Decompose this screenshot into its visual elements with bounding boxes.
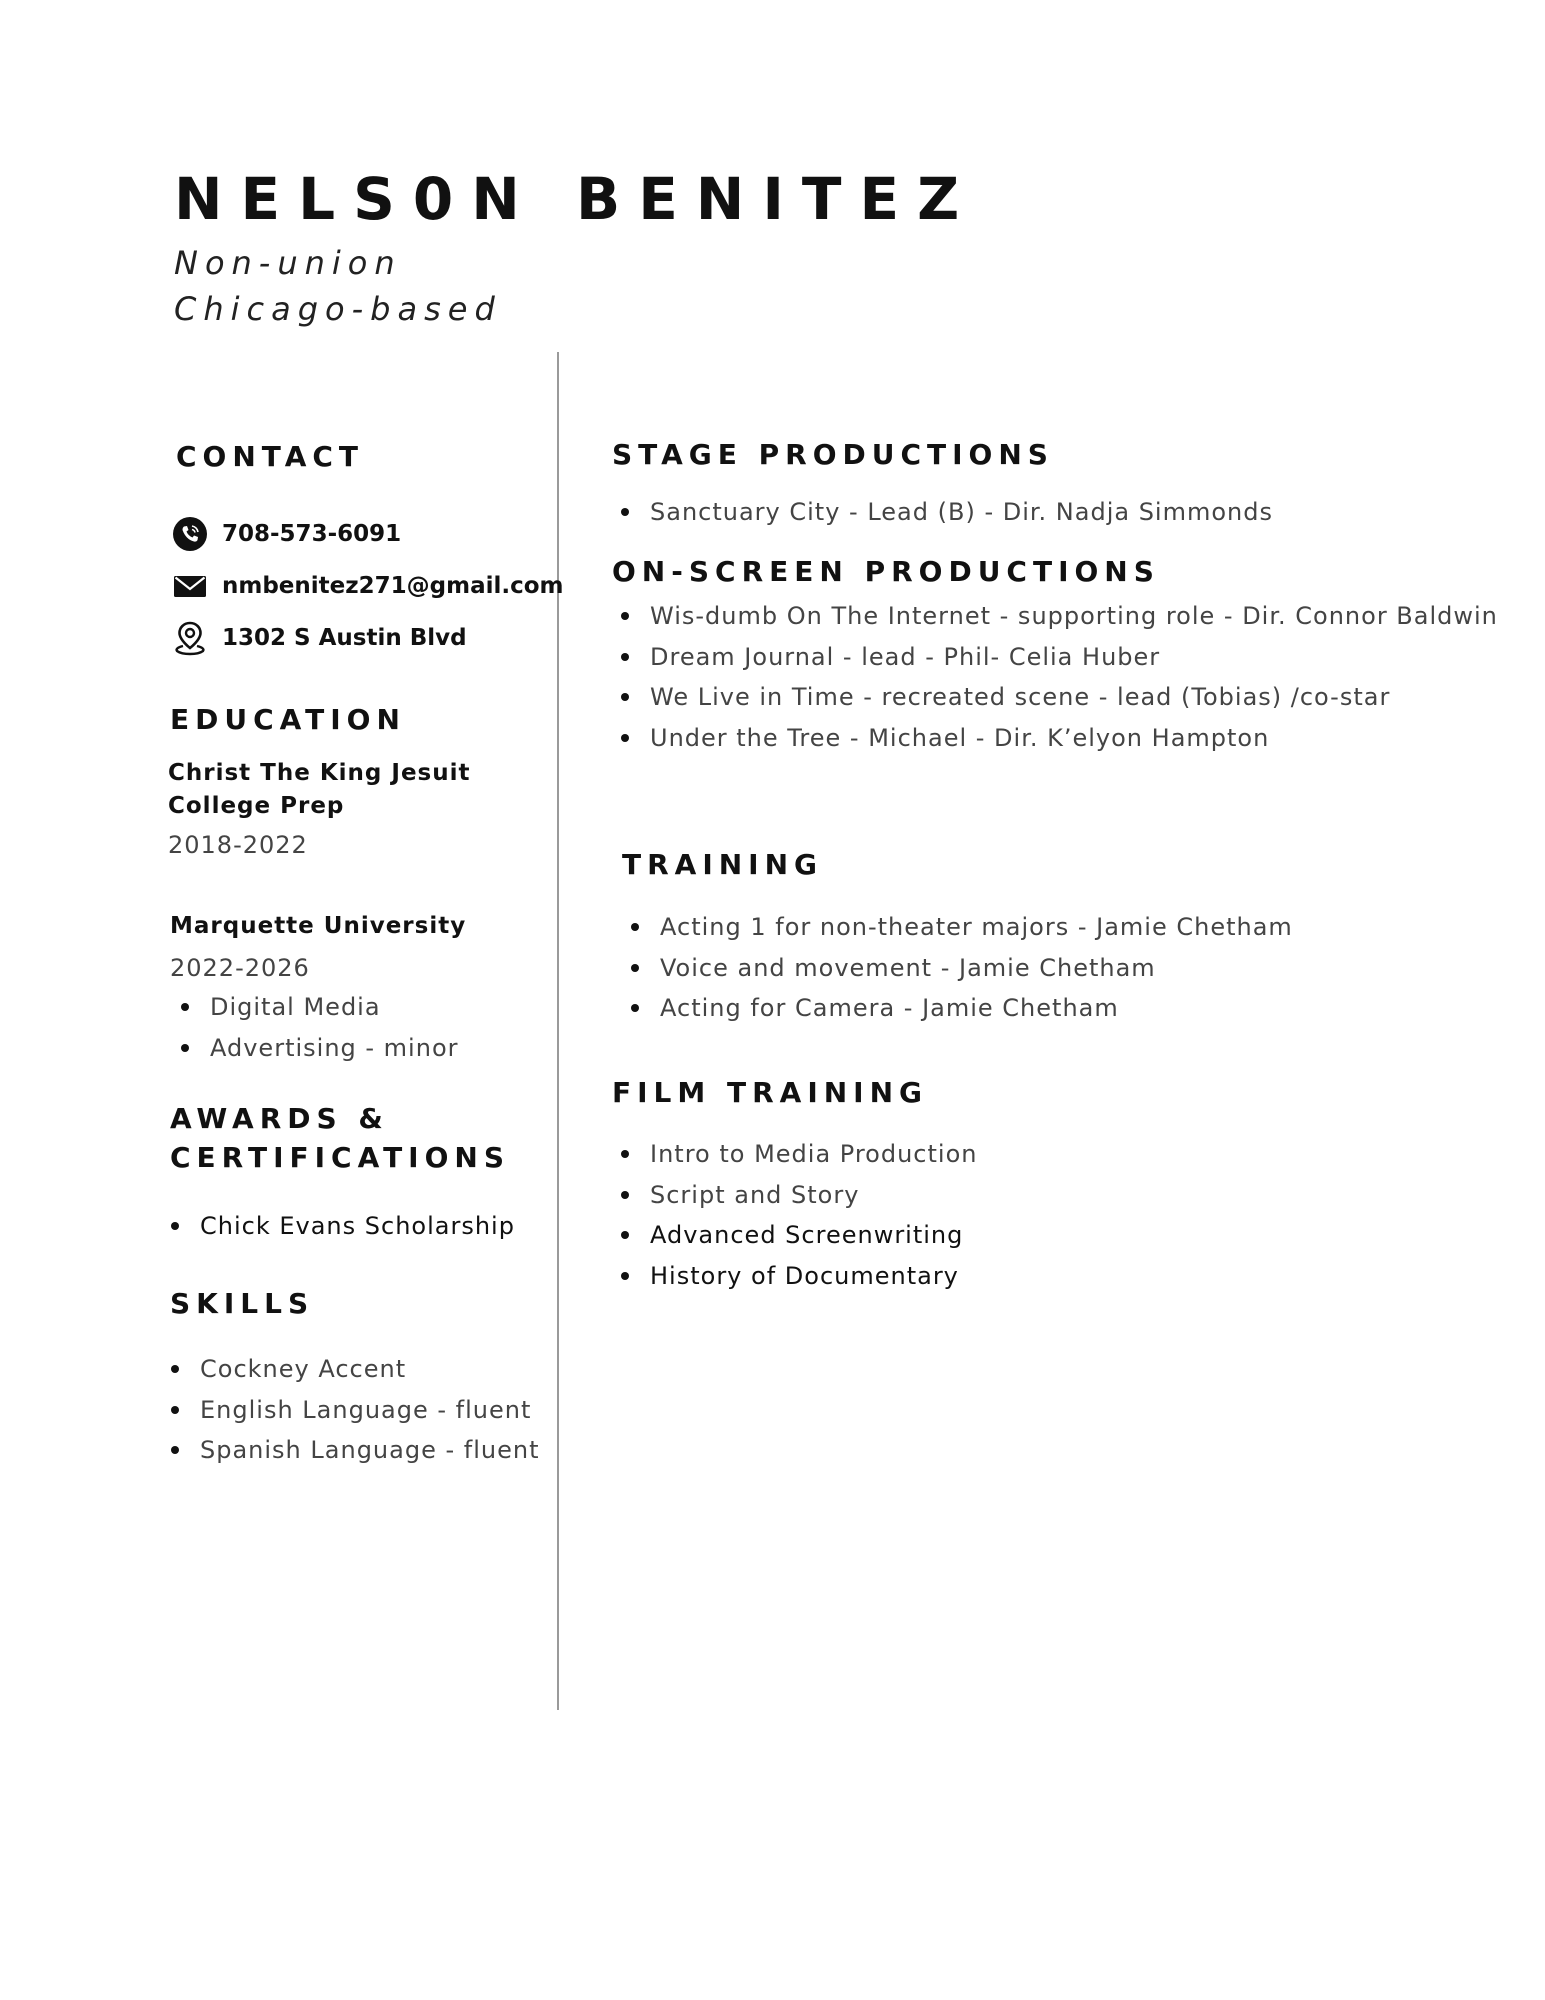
street-address: 1302 S Austin Blvd: [222, 625, 467, 651]
list-item: Dream Journal - lead - Phil- Celia Huber: [618, 637, 1498, 678]
list-item: Script and Story: [618, 1175, 977, 1216]
resume-name: NELS0N BENITEZ: [174, 165, 978, 233]
list-item: Voice and movement - Jamie Chetham: [628, 948, 1293, 989]
contact-email: [172, 568, 564, 604]
list-item: Digital Media: [178, 987, 459, 1028]
list-item: English Language - fluent: [168, 1390, 539, 1431]
university-years: 2022-2026: [170, 954, 310, 982]
onscreen-productions-list: [618, 596, 1498, 758]
awards-list: [168, 1206, 515, 1247]
list-item: Wis-dumb On The Internet - supporting role - Dir. Connor Baldwin: [618, 596, 1498, 637]
location-base: Chicago-based: [174, 290, 502, 328]
stage-productions-heading: STAGE PRODUCTIONS: [612, 438, 1054, 471]
university-name: Marquette University: [170, 913, 467, 939]
training-list: [628, 907, 1293, 1029]
list-item: We Live in Time - recreated scene - lead (Tobias) /co-star: [618, 677, 1498, 718]
list-item: Intro to Media Production: [618, 1134, 977, 1175]
contact-address: [172, 620, 467, 656]
envelope-icon: [172, 568, 208, 604]
contact-heading: CONTACT: [176, 440, 365, 473]
film-training-list: [618, 1134, 977, 1296]
phone-number: 708-573-6091: [222, 521, 402, 547]
stage-productions-list: [618, 492, 1273, 533]
awards-heading-line2: CERTIFICATIONS: [170, 1140, 511, 1174]
awards-heading: [170, 1100, 510, 1177]
awards-heading-line1: AWARDS &: [170, 1102, 389, 1135]
list-item: Advertising - minor: [178, 1028, 459, 1069]
phone-icon: [172, 516, 208, 552]
education-heading: EDUCATION: [170, 703, 406, 736]
skills-heading: SKILLS: [170, 1287, 315, 1320]
list-item: History of Documentary: [618, 1256, 977, 1297]
list-item: Advanced Screenwriting: [618, 1215, 977, 1256]
training-heading: TRAINING: [622, 848, 824, 881]
list-item: Chick Evans Scholarship: [168, 1206, 515, 1247]
list-item: Under the Tree - Michael - Dir. K’elyon Hampton: [618, 718, 1498, 759]
list-item: Acting for Camera - Jamie Chetham: [628, 988, 1293, 1029]
list-item: Acting 1 for non-theater majors - Jamie Chetham: [628, 907, 1293, 948]
column-divider: [557, 352, 559, 1710]
contact-phone: [172, 516, 401, 552]
school-name: Christ The King Jesuit College Prep: [168, 760, 471, 819]
email-address: nmbenitez271@gmail.com: [222, 573, 564, 599]
skills-list: [168, 1349, 539, 1471]
onscreen-productions-heading: ON-SCREEN PRODUCTIONS: [612, 555, 1160, 588]
union-status: Non-union: [174, 244, 402, 282]
list-item: Sanctuary City - Lead (B) - Dir. Nadja Simmonds: [618, 492, 1273, 533]
list-item: Cockney Accent: [168, 1349, 539, 1390]
film-training-heading: FILM TRAINING: [612, 1076, 929, 1109]
list-item: Spanish Language - fluent: [168, 1430, 539, 1471]
location-pin-icon: [172, 620, 208, 656]
school-years: 2018-2022: [168, 831, 308, 859]
university-study-list: [178, 987, 459, 1068]
